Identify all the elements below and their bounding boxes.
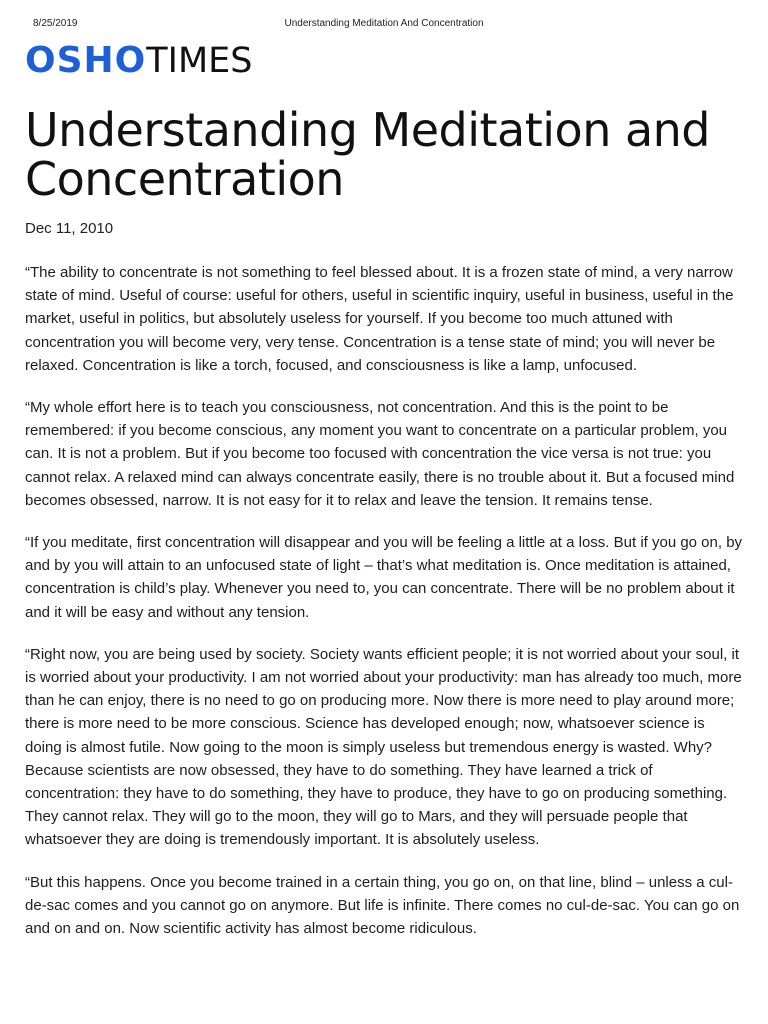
article-title: Understanding Meditation and Concentration xyxy=(25,103,711,206)
print-title: Understanding Meditation And Concentration xyxy=(284,18,484,29)
osho-times-logo[interactable] xyxy=(25,40,253,82)
article-paragraph: “If you meditate, first concentration will disappear and you will be feeling a little at a loss. But if you go on, by and by you will attain to an unfocused state of light – that’s what meditation is. Once meditation is attained, concentration is child’s play. Whenever you need to, you can concentrate. There will be no problem about it and it will be easy and without any tension. xyxy=(25,534,743,621)
article-body xyxy=(25,261,745,959)
print-date: 8/25/2019 xyxy=(33,18,78,29)
article-paragraph: “Right now, you are being used by society. Society wants efficient people; it is not worried about your soul, it is worried about your productivity. I am not worried about your productivity: man has already too much, more than he can enjoy, there is no need to go on producing more. Now there is more need to play around more; there is more need to be more conscious. Science has developed enough; now, whatsoever science is doing is almost futile. Now going to the moon is simply useless but tremendous energy is wasted. Why? Because scientists are now obsessed, they have to do something. They have learned a trick of concentration: they have to do something, they have to produce, they have to go on producing something. They cannot relax. They will go to the moon, they will go to Mars, and they will persuade people that whatsoever they are doing is tremendously important. It is absolutely useless. xyxy=(25,645,742,849)
print-header xyxy=(0,18,768,32)
article-paragraph: “But this happens. Once you become trained in a certain thing, you go on, on that line, blind – unless a cul-de-sac comes and you cannot go on anymore. But life is infinite. There comes no cul-de-sac. You can go on and on and on. Now scientific activity has almost become ridiculous. xyxy=(25,873,740,938)
logo-times-text: TIMES xyxy=(146,41,253,81)
logo-osho-text: OSHO xyxy=(25,40,147,81)
article-paragraph: “My whole effort here is to teach you consciousness, not concentration. And this is the point to be remembered: if you become conscious, any moment you want to concentrate on a particular problem, you can. It is not a problem. But if you become too focused with concentration the vice versa is not true: you cannot relax. A relaxed mind can always concentrate easily, there is no trouble about it. But a focused mind becomes obsessed, narrow. It is not easy for it to relax and leave the tension. It remains tense. xyxy=(25,399,735,509)
article-paragraph: “The ability to concentrate is not something to feel blessed about. It is a frozen state of mind, a very narrow state of mind. Useful of course: useful for others, useful in scientific inquiry, useful in business, useful in the market, useful in politics, but absolutely useless for yourself. If you become too much attuned with concentration you will become very, very tense. Concentration is a tense state of mind; you will never be relaxed. Concentration is like a torch, focused, and consciousness is like a lamp, unfocused. xyxy=(25,264,734,374)
article-date: Dec 11, 2010 xyxy=(25,220,114,237)
